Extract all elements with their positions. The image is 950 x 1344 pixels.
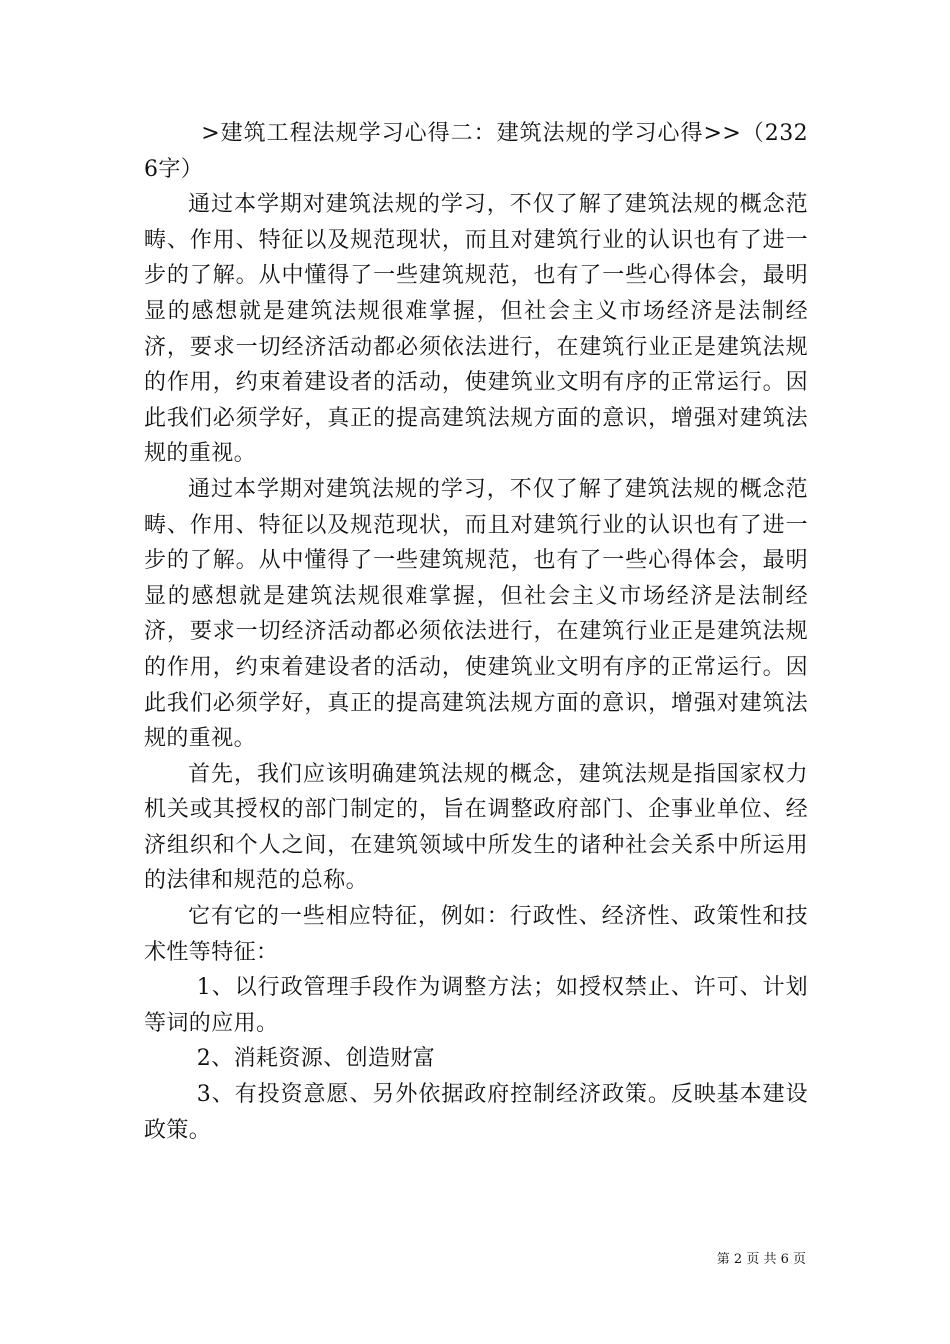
document-title-line: >建筑工程法规学习心得二：建筑法规的学习心得>>（2326字）	[144, 121, 808, 182]
paragraph-1: 通过本学期对建筑法规的学习，不仅了解了建筑法规的概念范畴、作用、特征以及规范现状，而且对建筑行业的认识也有了进一步的了解。从中懂得了一些建筑规范，也有了一些心得体会，最明显的感想就是建筑法规很难掌握，但社会主义市场经济是法制经济，要求一切经济活动都必须依法进行，在建筑行业正是建筑法规的作用，约束着建设者的活动，使建筑业文明有序的正常运行。因此我们必须学好，真正的提高建筑法规方面的意识，增强对建筑法规的重视。	[144, 192, 808, 467]
paragraph-3: 首先，我们应该明确建筑法规的概念，建筑法规是指国家权力机关或其授权的部门制定的，旨在调整政府部门、企事业单位、经济组织和个人之间，在建筑领域中所发生的诸种社会关系中所运用的法律和规范的总称。	[144, 761, 808, 894]
list-item-2: 2、消耗资源、创造财富	[196, 1046, 436, 1072]
list-item-1: 1、以行政管理手段作为调整方法；如授权禁止、许可、计划等词的应用。	[144, 975, 808, 1036]
paragraph-2: 通过本学期对建筑法规的学习，不仅了解了建筑法规的概念范畴、作用、特征以及规范现状，而且对建筑行业的认识也有了进一步的了解。从中懂得了一些建筑规范，也有了一些心得体会，最明显的感想就是建筑法规很难掌握，但社会主义市场经济是法制经济，要求一切经济活动都必须依法进行，在建筑行业正是建筑法规的作用，约束着建设者的活动，使建筑业文明有序的正常运行。因此我们必须学好，真正的提高建筑法规方面的意识，增强对建筑法规的重视。	[144, 476, 808, 752]
list-item-3: 3、有投资意愿、另外依据政府控制经济政策。反映基本建设政策。	[144, 1082, 808, 1143]
document-body	[144, 116, 808, 1148]
page-number-footer: 第 2 页 共 6 页	[716, 1252, 806, 1267]
paragraph-4: 它有它的一些相应特征，例如：行政性、经济性、政策性和技术性等特征：	[144, 904, 808, 965]
